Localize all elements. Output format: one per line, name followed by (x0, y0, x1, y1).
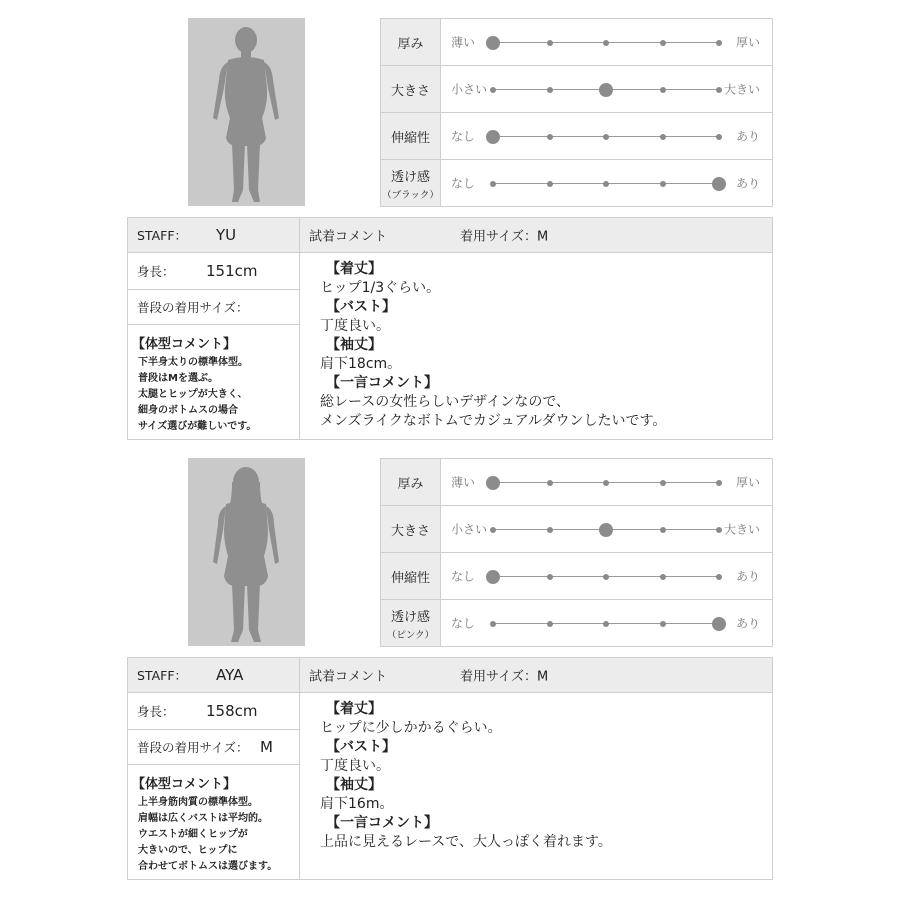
scale-tick (716, 480, 722, 486)
scale-tick (603, 181, 609, 187)
rating-name: 伸縮性 (390, 570, 430, 586)
usual-size-label: 普段の着用サイズ： (137, 300, 249, 315)
scale-tick (603, 480, 609, 486)
fitting-comment (300, 218, 772, 439)
size-worn: 着用サイズ：M (460, 669, 549, 685)
rating-name: 伸縮性 (390, 130, 430, 146)
body-type-line: 合わせてボトムスは選びます。 (138, 861, 278, 872)
fabric-ratings (380, 18, 773, 207)
scale-tick (716, 574, 722, 580)
scale-marker (712, 617, 726, 631)
staff-label: STAFF： (137, 228, 188, 243)
usual-size-value: M (260, 738, 273, 756)
scale-tick (660, 621, 666, 627)
rating-label (381, 600, 441, 646)
staff-name: AYA (216, 666, 244, 684)
rating-scale (441, 600, 772, 646)
rating-stretch (381, 113, 772, 160)
body-type-line: 上半身筋肉質の標準体型。 (138, 797, 258, 808)
rating-label (381, 19, 441, 65)
silhouette-panel (188, 18, 305, 206)
body-type-line: サイズ選びが難しいです。 (138, 421, 257, 432)
body-type-line: 太腿とヒップが大きく、 (138, 389, 248, 400)
scale-max-label: 大きい (723, 82, 760, 97)
scale-track (493, 529, 719, 530)
comment-heading: 【着丈】 (326, 701, 382, 717)
comment-text: 肩下16m。 (320, 796, 394, 812)
comment-heading: 【一言コメント】 (326, 375, 438, 391)
scale-tick (716, 134, 722, 140)
usual-size-row (128, 730, 299, 765)
staff-profile (128, 658, 300, 879)
scale-max-label: 大きい (723, 522, 760, 537)
scale-tick (490, 527, 496, 533)
scale-tick (547, 574, 553, 580)
comment-header (300, 218, 772, 253)
rating-stretch (381, 553, 772, 600)
rating-name: 大きさ (390, 523, 430, 539)
scale-tick (716, 87, 722, 93)
staff-profile (128, 218, 300, 439)
scale-track (493, 623, 719, 624)
scale-tick (490, 181, 496, 187)
scale-min-label: なし (451, 129, 476, 144)
comment-text: ヒップ1/3ぐらい。 (320, 280, 441, 296)
height-row (128, 253, 299, 290)
body-type-cell (128, 325, 299, 439)
rating-scale (441, 19, 772, 65)
size-worn: 着用サイズ：M (460, 229, 549, 245)
rating-name: 大きさ (390, 83, 430, 99)
scale-tick (547, 480, 553, 486)
usual-size-label: 普段の着用サイズ： (137, 740, 249, 755)
scale-tick (660, 527, 666, 533)
rating-label (381, 113, 441, 159)
rating-label (381, 66, 441, 112)
body-type-line: 肩幅は広くバストは平均的。 (138, 813, 268, 824)
rating-scale (441, 553, 772, 599)
height-value: 151cm (206, 262, 258, 280)
comment-header (300, 658, 772, 693)
rating-scale (441, 113, 772, 159)
rating-label (381, 459, 441, 505)
comment-heading: 【バスト】 (326, 739, 396, 755)
comment-title: 試着コメント (309, 669, 388, 685)
scale-tick (660, 134, 666, 140)
body-type-comment (138, 795, 277, 875)
height-label: 身長： (137, 704, 175, 719)
rating-label (381, 160, 441, 206)
person-silhouette-icon (188, 458, 305, 646)
scale-min-label: 薄い (451, 475, 476, 490)
comment-text: 丁度良い。 (320, 758, 390, 774)
scale-marker (599, 83, 613, 97)
comment-heading: 【袖丈】 (326, 337, 382, 353)
rating-sheerness (381, 600, 772, 647)
comment-title: 試着コメント (309, 229, 388, 245)
comment-body (320, 260, 666, 431)
rating-thickness (381, 459, 772, 506)
scale-tick (490, 87, 496, 93)
scale-track (493, 482, 719, 483)
height-label: 身長： (137, 264, 175, 279)
comment-text: 丁度良い。 (320, 318, 390, 334)
scale-tick (603, 621, 609, 627)
scale-marker (486, 36, 500, 50)
comment-body (320, 700, 612, 852)
scale-tick (716, 40, 722, 46)
comment-heading: 【着丈】 (326, 261, 382, 277)
rating-label (381, 506, 441, 552)
scale-marker (599, 523, 613, 537)
scale-tick (490, 621, 496, 627)
comment-heading: 【袖丈】 (326, 777, 382, 793)
scale-min-label: なし (451, 176, 476, 191)
scale-marker (486, 130, 500, 144)
scale-track (493, 89, 719, 90)
staff-block-aya (0, 440, 900, 880)
scale-max-label: 厚い (735, 35, 760, 50)
body-type-line: 普段はMを選ぶ。 (138, 373, 219, 384)
scale-marker (486, 476, 500, 490)
scale-track (493, 42, 719, 43)
scale-tick (660, 480, 666, 486)
silhouette-panel (188, 458, 305, 646)
comment-text: ヒップに少しかかるぐらい。 (320, 720, 502, 736)
person-silhouette-icon (188, 18, 305, 206)
rating-name: 厚み (397, 36, 424, 52)
comment-text: 肩下18cm。 (320, 356, 402, 372)
scale-min-label: 小さい (451, 522, 488, 537)
staff-info-table (127, 217, 773, 440)
rating-thickness (381, 19, 772, 66)
scale-tick (660, 181, 666, 187)
height-row (128, 693, 299, 730)
rating-color-note: （ブラック） (382, 189, 439, 201)
staff-name: YU (216, 226, 237, 244)
staff-name-row (128, 658, 299, 693)
scale-tick (660, 40, 666, 46)
scale-min-label: なし (451, 569, 476, 584)
fitting-comment (300, 658, 772, 879)
rating-name: 透け感 (390, 169, 430, 185)
fabric-ratings (380, 458, 773, 647)
scale-track (493, 183, 719, 184)
staff-name-row (128, 218, 299, 253)
body-type-cell (128, 765, 299, 879)
comment-text: 上品に見えるレースで、大人っぽく着れます。 (320, 834, 612, 850)
scale-tick (547, 87, 553, 93)
rating-size (381, 66, 772, 113)
scale-tick (547, 134, 553, 140)
scale-tick (716, 527, 722, 533)
scale-max-label: 厚い (735, 475, 760, 490)
rating-color-note: （ピンク） (386, 629, 435, 641)
scale-track (493, 576, 719, 577)
body-type-line: ウエストが細くヒップが (138, 829, 248, 840)
rating-scale (441, 160, 772, 206)
scale-tick (547, 527, 553, 533)
height-value: 158cm (206, 702, 258, 720)
scale-marker (486, 570, 500, 584)
scale-tick (547, 621, 553, 627)
scale-min-label: なし (451, 616, 476, 631)
rating-sheerness (381, 160, 772, 207)
usual-size-row (128, 290, 299, 325)
rating-scale (441, 506, 772, 552)
body-type-line: 大きいので、ヒップに (138, 845, 238, 856)
scale-max-label: あり (735, 569, 760, 584)
scale-max-label: あり (735, 616, 760, 631)
scale-max-label: あり (735, 176, 760, 191)
rating-name: 厚み (397, 476, 424, 492)
scale-min-label: 小さい (451, 82, 488, 97)
body-type-title: 【体型コメント】 (132, 777, 237, 792)
scale-marker (712, 177, 726, 191)
scale-tick (547, 40, 553, 46)
body-type-comment (138, 355, 256, 435)
rating-size (381, 506, 772, 553)
scale-min-label: 薄い (451, 35, 476, 50)
body-type-line: 下半身太りの標準体型。 (138, 357, 248, 368)
scale-tick (603, 574, 609, 580)
rating-scale (441, 66, 772, 112)
staff-info-table (127, 657, 773, 880)
scale-tick (660, 574, 666, 580)
scale-tick (603, 40, 609, 46)
comment-text: 総レースの女性らしいデザインなので、 メンズライクなボトムでカジュアルダウンしたいです。 (320, 394, 667, 429)
rating-scale (441, 459, 772, 505)
scale-tick (547, 181, 553, 187)
scale-tick (603, 134, 609, 140)
scale-track (493, 136, 719, 137)
body-type-line: 細身のボトムスの場合 (138, 405, 238, 416)
scale-max-label: あり (735, 129, 760, 144)
comment-heading: 【一言コメント】 (326, 815, 438, 831)
staff-label: STAFF： (137, 668, 188, 683)
scale-tick (660, 87, 666, 93)
staff-block-yu (0, 0, 900, 440)
rating-name: 透け感 (390, 609, 430, 625)
comment-heading: 【バスト】 (326, 299, 396, 315)
body-type-title: 【体型コメント】 (132, 337, 237, 352)
rating-label (381, 553, 441, 599)
